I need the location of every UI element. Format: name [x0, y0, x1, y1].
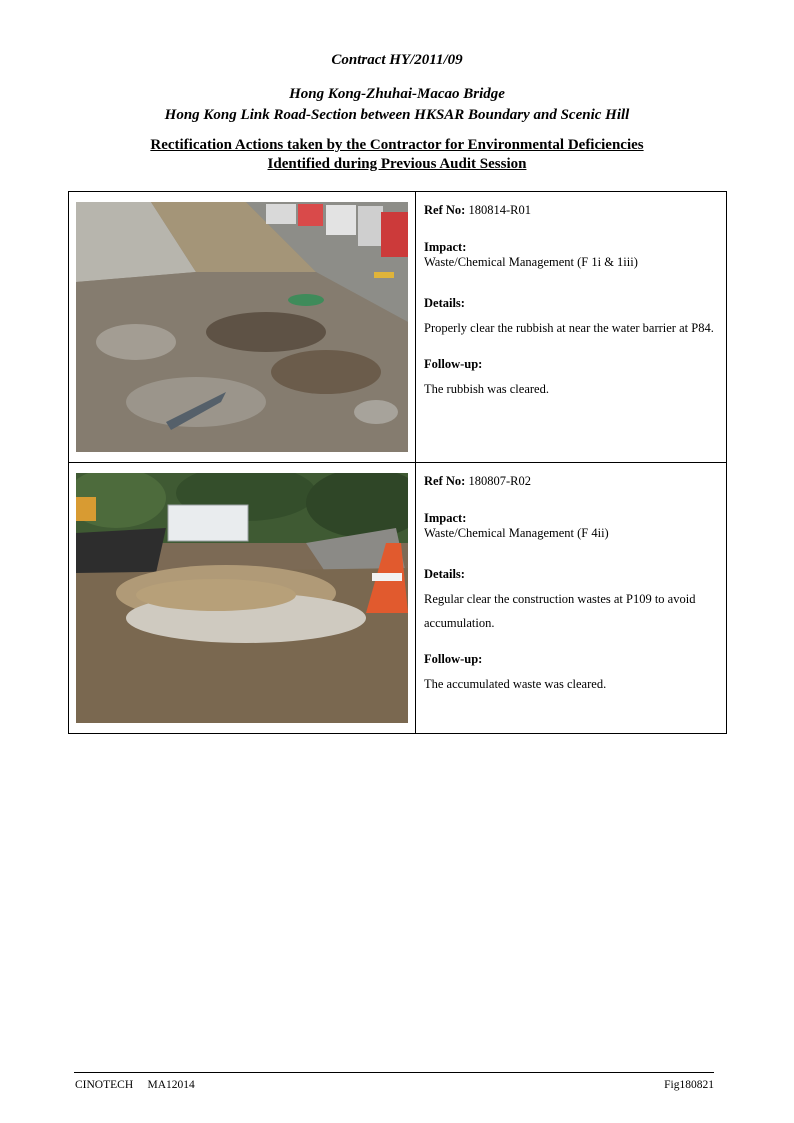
- impact-label: Impact:: [424, 240, 467, 254]
- report-title: [0, 136, 794, 174]
- follow-up: [424, 355, 720, 401]
- table-row: [69, 463, 726, 733]
- report-title-line-1: Rectification Actions taken by the Contractor for Environmental Deficiencies: [150, 137, 644, 153]
- impact-label: Impact:: [424, 511, 467, 525]
- impact-value: Waste/Chemical Management (F 1i & 1iii): [424, 255, 638, 269]
- project-line-1: Hong Kong-Zhuhai-Macao Bridge: [289, 86, 505, 102]
- details-value: Properly clear the rubbish at near the water barrier at P84.: [424, 321, 714, 335]
- follow-up-label: Follow-up:: [424, 652, 483, 666]
- ref-label: Ref No:: [424, 203, 466, 217]
- details: [424, 565, 720, 635]
- follow-up-label: Follow-up:: [424, 357, 483, 371]
- table-row: [69, 192, 726, 463]
- follow-up-value: The accumulated waste was cleared.: [424, 677, 607, 691]
- site-photo-cleared-area: [76, 473, 408, 723]
- follow-up: [424, 650, 720, 696]
- details-value: Regular clear the construction wastes at P109 to avoid accumulation.: [424, 592, 696, 630]
- ref-number: [424, 202, 720, 218]
- follow-up-value: The rubbish was cleared.: [424, 382, 549, 396]
- ref-number: [424, 473, 720, 489]
- impact: [424, 240, 720, 270]
- impact: [424, 511, 720, 541]
- record-details: [424, 473, 720, 696]
- photo-cell: [69, 463, 416, 733]
- record-details: [424, 202, 720, 401]
- details-label: Details:: [424, 567, 465, 581]
- site-photo-rubbish: [76, 202, 408, 452]
- project-title: [0, 84, 794, 126]
- rectification-table: [68, 191, 727, 734]
- impact-value: Waste/Chemical Management (F 4ii): [424, 526, 609, 540]
- details: [424, 294, 720, 340]
- details-label: Details:: [424, 296, 465, 310]
- project-line-2: Hong Kong Link Road-Section between HKSAR Boundary and Scenic Hill: [164, 107, 630, 123]
- ref-label: Ref No:: [424, 474, 466, 488]
- footer-divider: [74, 1072, 714, 1073]
- ref-value: 180807-R02: [468, 474, 531, 488]
- report-title-line-2: Identified during Previous Audit Session: [267, 156, 527, 172]
- footer-figure-number: Fig180821: [664, 1079, 714, 1091]
- photo-cell: [69, 192, 416, 462]
- ref-value: 180814-R01: [468, 203, 531, 217]
- contract-number: Contract HY/2011/09: [331, 52, 463, 68]
- footer-company-ref: CINOTECH MA12014: [75, 1079, 195, 1091]
